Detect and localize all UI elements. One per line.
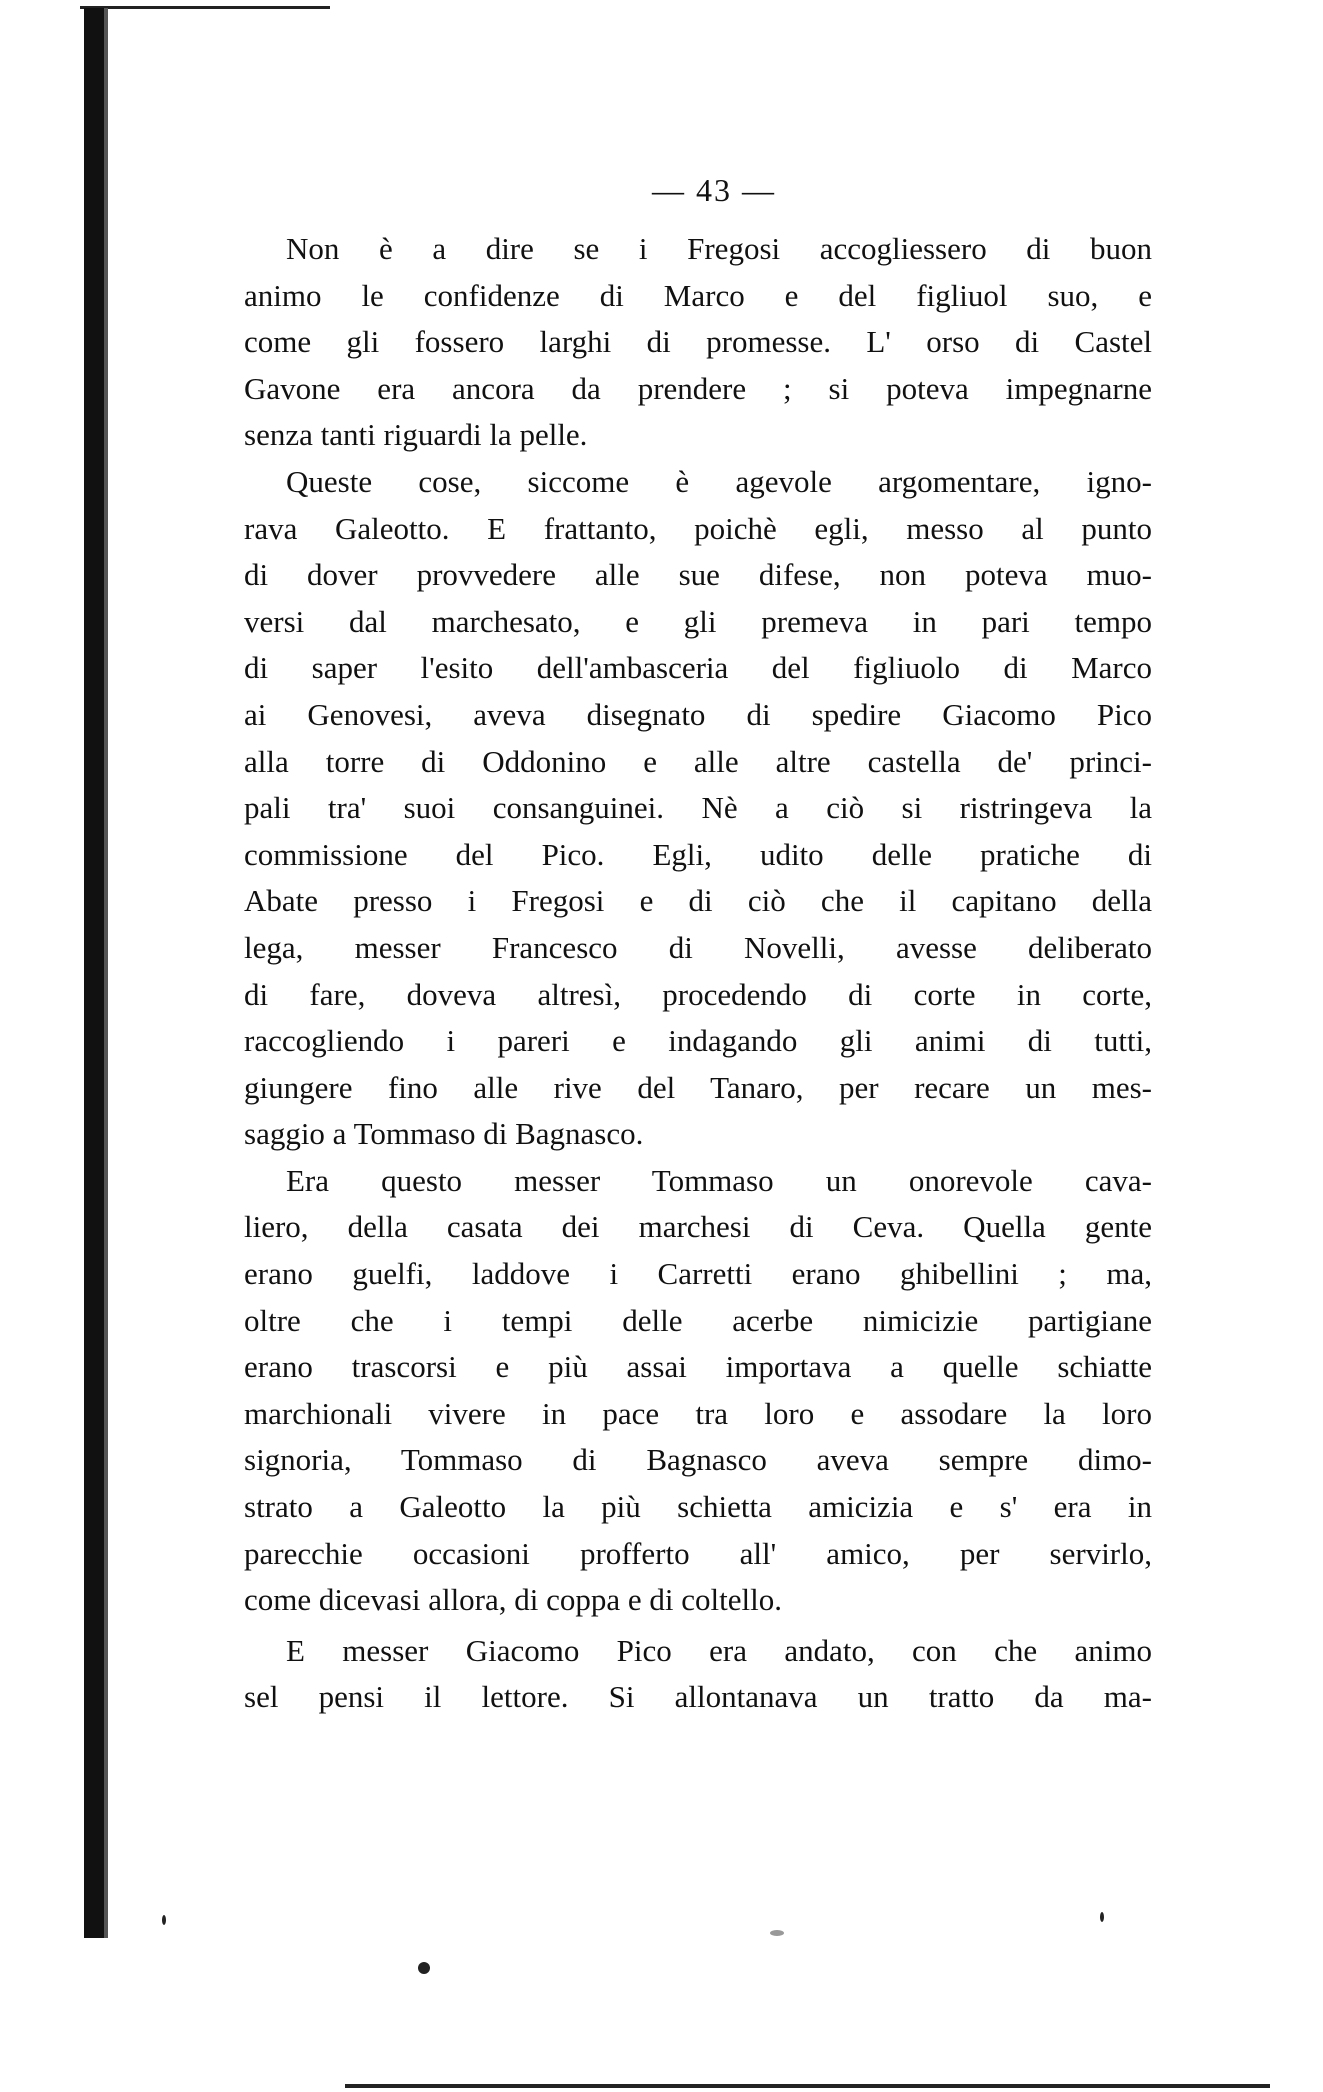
text-line: senza tanti riguardi la pelle. (244, 417, 588, 453)
text-line: come dicevasi allora, di coppa e di coltello. (244, 1582, 782, 1618)
text-line: erano guelfi, laddove i Carretti erano ghibellini ; ma, (244, 1256, 1152, 1292)
text-line: ai Genovesi, aveva disegnato di spedire Giacomo Pico (244, 696, 1152, 732)
scan-top-edge (80, 6, 330, 9)
scan-bottom-edge (345, 2084, 1270, 2088)
text-line: signoria, Tommaso di Bagnasco aveva sempre dimo- (244, 1442, 1152, 1478)
text-line: Gavone era ancora da prendere ; si poteva impegnarne (244, 370, 1152, 406)
text-line: E messer Giacomo Pico era andato, con che animo (286, 1632, 1152, 1668)
text-line: di saper l'esito dell'ambasceria del figliuolo di Marco (244, 650, 1152, 686)
text-line: commissione del Pico. Egli, udito delle pratiche di (244, 836, 1152, 872)
text-line: oltre che i tempi delle acerbe nimicizie partigiane (244, 1302, 1152, 1338)
text-line: versi dal marchesato, e gli premeva in pari tempo (244, 603, 1152, 639)
book-spine-shadow (84, 8, 104, 1938)
body-text (244, 226, 1152, 1721)
book-spine-edge (104, 8, 108, 1938)
text-line: pali tra' suoi consanguinei. Nè a ciò si ristringeva la (244, 790, 1152, 826)
text-line: di dover provvedere alle sue difese, non poteva muo- (244, 557, 1152, 593)
text-line: Non è a dire se i Fregosi accogliessero di buon (286, 231, 1152, 266)
text-line: sel pensi il lettore. Si allontanava un tratto da ma- (244, 1679, 1152, 1715)
text-line: lega, messer Francesco di Novelli, avesse deliberato (244, 929, 1152, 965)
scan-speck (1100, 1912, 1104, 1922)
text-line: saggio a Tommaso di Bagnasco. (244, 1116, 644, 1152)
text-line: animo le confidenze di Marco e del figliuol suo, e (244, 277, 1152, 313)
text-line: erano trascorsi e più assai importava a quelle schiatte (244, 1349, 1152, 1385)
scan-speck (418, 1962, 430, 1974)
text-line: parecchie occasioni profferto all' amico, per servirlo, (244, 1535, 1152, 1571)
text-line: Abate presso i Fregosi e di ciò che il capitano della (244, 883, 1152, 919)
text-line: come gli fossero larghi di promesse. L' orso di Castel (244, 324, 1152, 360)
text-line: di fare, doveva altresì, procedendo di corte in corte, (244, 976, 1152, 1012)
scan-speck (162, 1915, 166, 1925)
text-line: liero, della casata dei marchesi di Ceva. Quella gente (244, 1209, 1152, 1245)
text-line: Era questo messer Tommaso un onorevole cava- (286, 1162, 1152, 1198)
text-line: Queste cose, siccome è agevole argomentare, igno- (286, 463, 1152, 499)
text-line: rava Galeotto. E frattanto, poichè egli, messo al punto (244, 510, 1152, 546)
text-line: giungere fino alle rive del Tanaro, per recare un mes- (244, 1069, 1152, 1105)
page-number: — 43 — (652, 172, 776, 208)
scan-speck (770, 1930, 784, 1936)
text-line: alla torre di Oddonino e alle altre castella de' princi- (244, 743, 1152, 779)
text-line: marchionali vivere in pace tra loro e assodare la loro (244, 1395, 1152, 1431)
text-line: raccogliendo i pareri e indagando gli animi di tutti, (244, 1023, 1152, 1059)
text-line: strato a Galeotto la più schietta amicizia e s' era in (244, 1489, 1152, 1525)
